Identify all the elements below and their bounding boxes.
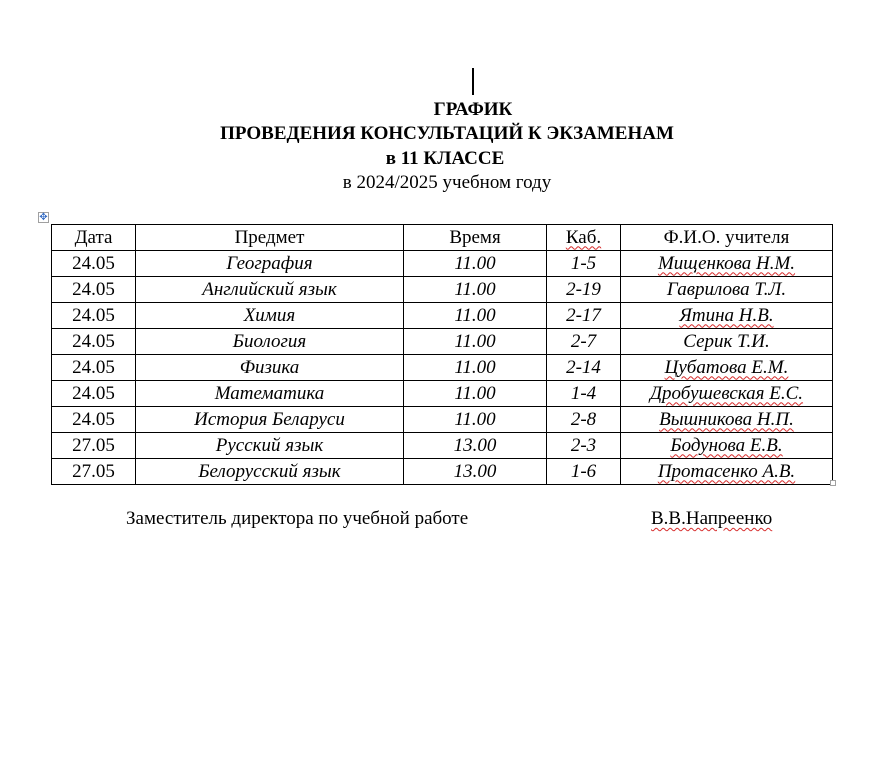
table-resize-handle[interactable]: [830, 480, 836, 486]
table-row: [52, 277, 833, 303]
cell-teacher: [621, 355, 833, 381]
cell-date: 24.05: [52, 329, 136, 355]
table-row: [52, 251, 833, 277]
table-row: [52, 433, 833, 459]
cell-date: 24.05: [52, 303, 136, 329]
cell-room: 1-5: [547, 251, 621, 277]
signature-name-text: В.В.Напреенко: [651, 508, 773, 529]
cell-subject: История Беларуси: [136, 407, 404, 433]
cell-subject: География: [136, 251, 404, 277]
cell-time: 11.00: [404, 277, 547, 303]
cell-date: 27.05: [52, 433, 136, 459]
cell-room: 2-17: [547, 303, 621, 329]
cell-teacher: [621, 433, 833, 459]
consultation-schedule-table: [51, 224, 833, 485]
signature-position: Заместитель директора по учебной работе: [126, 508, 469, 529]
cell-time: 11.00: [404, 303, 547, 329]
cell-subject: Химия: [136, 303, 404, 329]
document-year-line: в 2024/2025 учебном году: [342, 172, 552, 193]
cell-time: 11.00: [404, 355, 547, 381]
table-row: [52, 459, 833, 485]
cell-teacher-text: Цубатова Е.М.: [664, 356, 789, 378]
cell-subject: Физика: [136, 355, 404, 381]
cell-teacher: [621, 381, 833, 407]
cell-subject: Белорусский язык: [136, 459, 404, 485]
cell-time: 11.00: [404, 329, 547, 355]
table-row: [52, 407, 833, 433]
cell-teacher-text: Бодунова Е.В.: [670, 434, 783, 456]
cell-room: 2-14: [547, 355, 621, 381]
cell-teacher: Серик Т.И.: [621, 329, 833, 355]
cell-teacher-text: Вышникова Н.П.: [659, 408, 794, 430]
cell-time: 11.00: [404, 251, 547, 277]
cell-room: 1-6: [547, 459, 621, 485]
cell-date: 24.05: [52, 355, 136, 381]
header-date: Дата: [52, 225, 136, 251]
document-title: ГРАФИК: [433, 99, 513, 120]
cell-time: 11.00: [404, 381, 547, 407]
cell-date: 24.05: [52, 277, 136, 303]
cell-subject: Английский язык: [136, 277, 404, 303]
header-subject: Предмет: [136, 225, 404, 251]
table-header-row: [52, 225, 833, 251]
text-cursor: [472, 68, 474, 95]
cell-room: 2-8: [547, 407, 621, 433]
cell-teacher: [621, 303, 833, 329]
table-row: [52, 381, 833, 407]
cell-subject: Биология: [136, 329, 404, 355]
cell-teacher-text: Ятина Н.В.: [679, 304, 774, 326]
cell-teacher: [621, 251, 833, 277]
cell-time: 11.00: [404, 407, 547, 433]
table-move-handle-icon[interactable]: ✥: [39, 212, 48, 223]
cell-room: 2-19: [547, 277, 621, 303]
document-class-line: в 11 КЛАССЕ: [385, 148, 505, 169]
cell-date: 27.05: [52, 459, 136, 485]
cell-date: 24.05: [52, 251, 136, 277]
cell-teacher-text: Протасенко А.В.: [657, 460, 796, 482]
table-row: [52, 329, 833, 355]
document-subtitle: ПРОВЕДЕНИЯ КОНСУЛЬТАЦИЙ К ЭКЗАМЕНАМ: [220, 123, 674, 144]
header-room-text: Каб.: [565, 226, 602, 248]
header-teacher: Ф.И.О. учителя: [621, 225, 833, 251]
cell-room: 2-3: [547, 433, 621, 459]
header-time: Время: [404, 225, 547, 251]
table-row: [52, 355, 833, 381]
cell-teacher: Гаврилова Т.Л.: [621, 277, 833, 303]
cell-subject: Русский язык: [136, 433, 404, 459]
cell-room: 2-7: [547, 329, 621, 355]
cell-teacher-text: Дробушевская Е.С.: [649, 382, 804, 404]
cell-time: 13.00: [404, 459, 547, 485]
signature-name: [651, 507, 772, 531]
cell-subject: Математика: [136, 381, 404, 407]
table-row: [52, 303, 833, 329]
cell-teacher: [621, 407, 833, 433]
header-room: [547, 225, 621, 251]
cell-room: 1-4: [547, 381, 621, 407]
cell-teacher-text: Мищенкова Н.М.: [657, 252, 796, 274]
cell-time: 13.00: [404, 433, 547, 459]
cell-teacher: [621, 459, 833, 485]
cell-date: 24.05: [52, 381, 136, 407]
cell-date: 24.05: [52, 407, 136, 433]
